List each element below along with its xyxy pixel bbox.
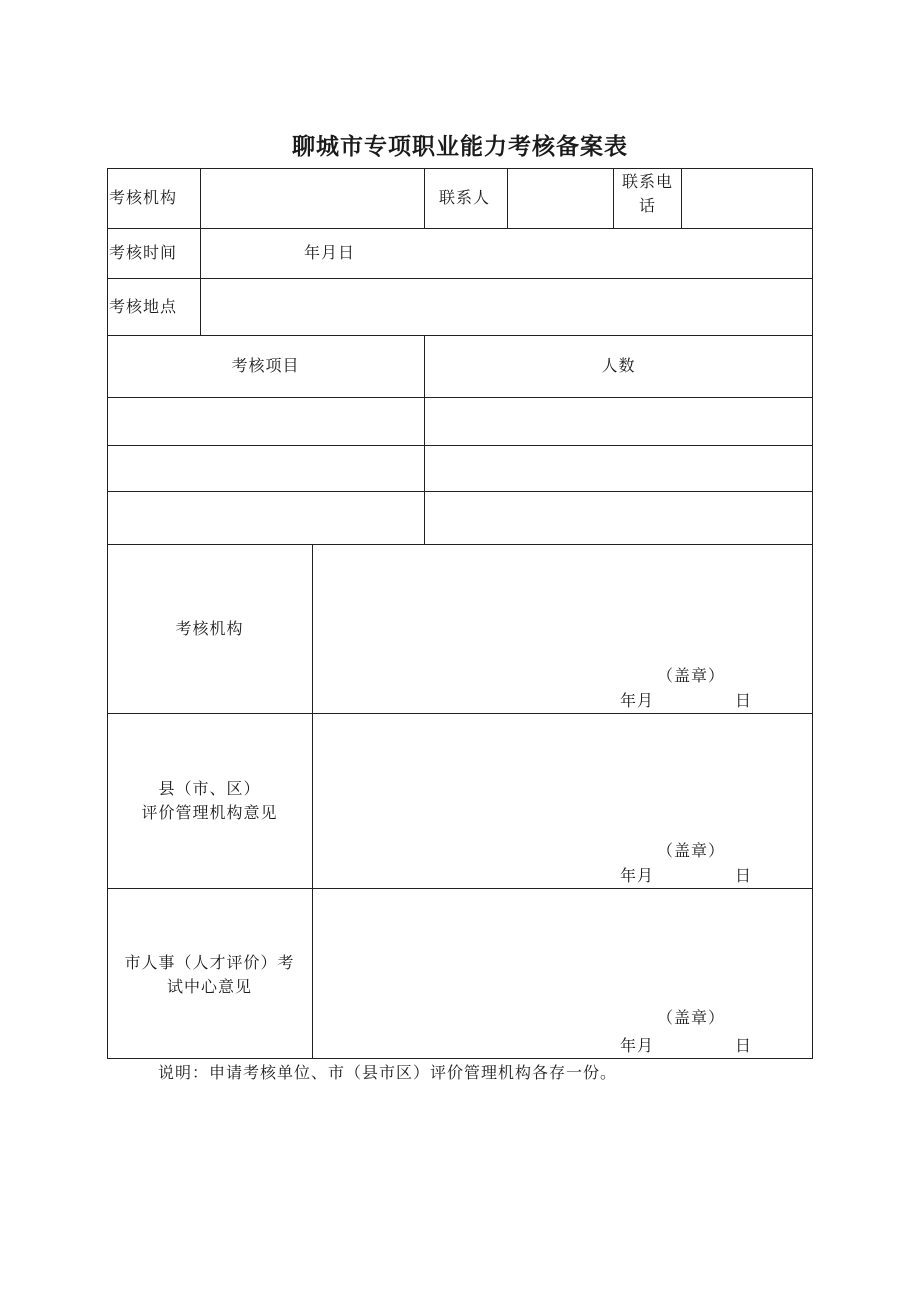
phone-field[interactable] — [682, 169, 812, 228]
project-cell[interactable] — [108, 398, 424, 445]
seal-label: （盖章） — [657, 1008, 726, 1027]
agency-field[interactable] — [201, 169, 424, 228]
agency-label: 考核机构 — [109, 188, 178, 207]
phone-label-line1: 联系电 — [621, 172, 673, 191]
day-label: 日 — [735, 691, 753, 710]
col-divider — [312, 544, 313, 1059]
row-divider — [107, 228, 813, 229]
city-opinion-label-line1: 市人事（人才评价）考 — [124, 953, 295, 972]
county-opinion-label-line2: 评价管理机构意见 — [141, 803, 278, 822]
year-month-label: 年月 — [620, 866, 655, 885]
count-cell[interactable] — [425, 492, 812, 544]
count-cell[interactable] — [425, 446, 812, 491]
seal-label: （盖章） — [657, 666, 726, 685]
row-divider — [107, 713, 813, 714]
county-opinion-label-line1: 县（市、区） — [158, 779, 261, 798]
year-month-label: 年月 — [620, 691, 655, 710]
project-cell[interactable] — [108, 492, 424, 544]
location-field[interactable] — [201, 279, 812, 335]
count-cell[interactable] — [425, 398, 812, 445]
year-month-label: 年月 — [620, 1036, 655, 1055]
page-title: 聊城市专项职业能力考核备案表 — [292, 134, 628, 160]
agency-opinion-label: 考核机构 — [175, 619, 244, 638]
day-label: 日 — [735, 866, 753, 885]
location-label: 考核地点 — [109, 297, 178, 316]
project-cell[interactable] — [108, 446, 424, 491]
footnote: 说明：申请考核单位、市（县市区）评价管理机构各存一份。 — [158, 1063, 618, 1082]
time-label: 考核时间 — [109, 243, 178, 262]
table-border-left — [107, 168, 108, 1059]
row-divider — [107, 888, 813, 889]
phone-label-line2: 话 — [638, 196, 656, 215]
count-header: 人数 — [601, 356, 636, 375]
date-field[interactable]: 年月日 — [304, 243, 356, 262]
city-opinion-label-line2: 试中心意见 — [166, 977, 252, 996]
project-header: 考核项目 — [231, 356, 300, 375]
seal-label: （盖章） — [657, 841, 726, 860]
row-divider — [107, 544, 813, 545]
row-divider — [107, 335, 813, 336]
table-border-bottom — [107, 1058, 813, 1059]
table-border-right — [812, 168, 813, 1059]
day-label: 日 — [735, 1036, 753, 1055]
filing-form-table — [107, 168, 813, 1059]
contact-label: 联系人 — [439, 188, 491, 207]
contact-field[interactable] — [508, 169, 613, 228]
col-divider — [424, 168, 425, 228]
